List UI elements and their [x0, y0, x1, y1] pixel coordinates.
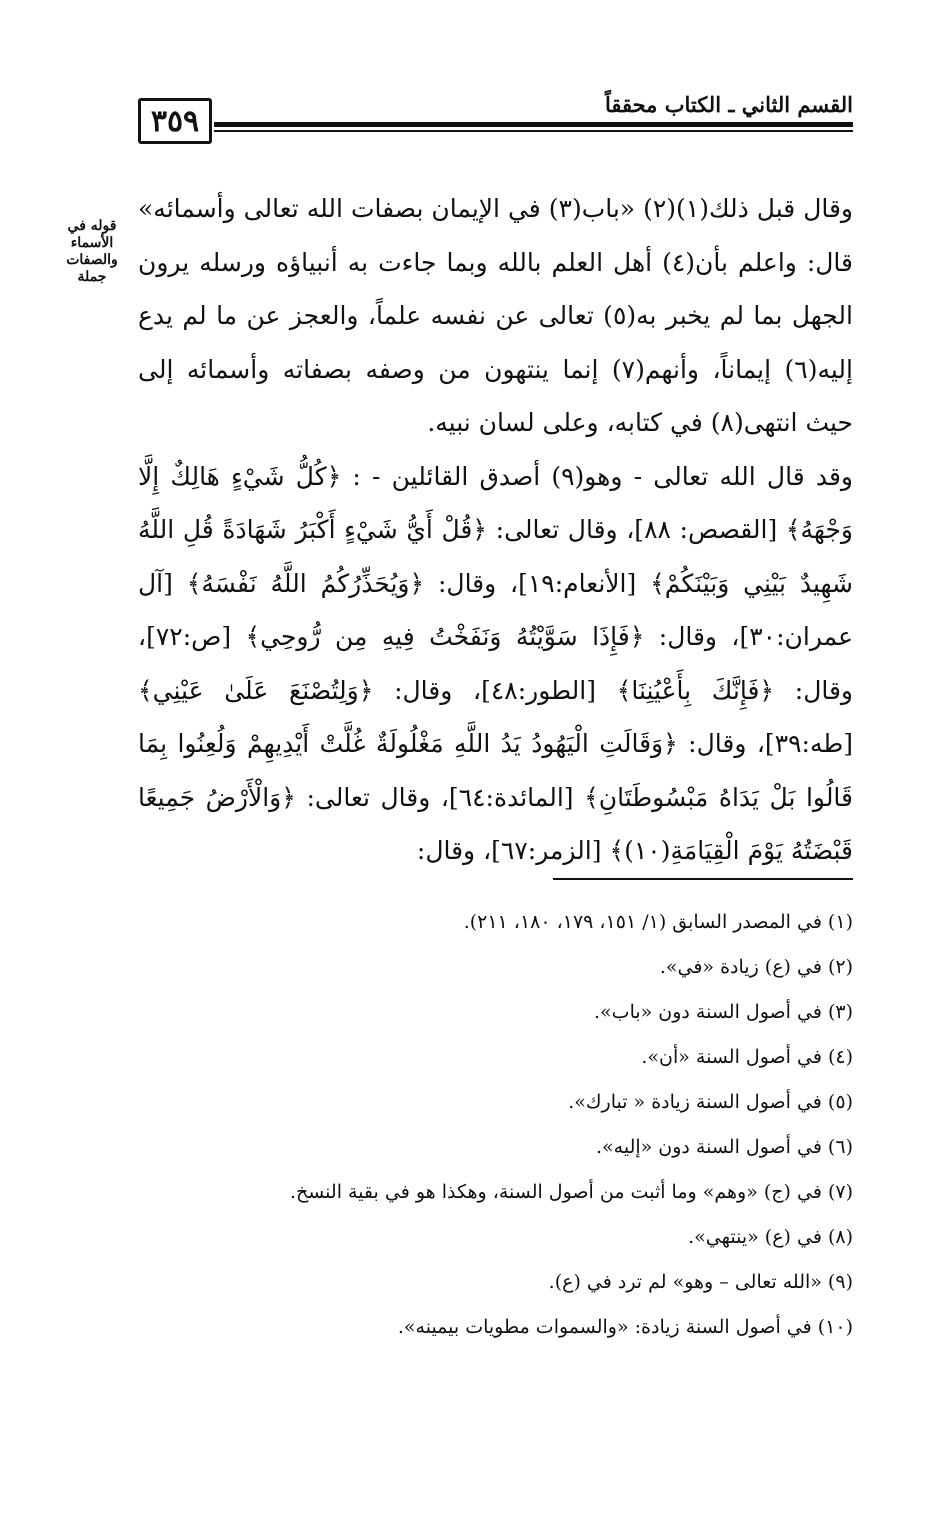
- header-rule-thick: [214, 122, 853, 127]
- footnote-separator: [553, 878, 853, 880]
- footnote-5: (٥) في أصول السنة زيادة « تبارك».: [568, 1091, 853, 1113]
- page-header: [138, 92, 853, 152]
- running-title: القسم الثاني ـ الكتاب محققاً: [604, 92, 853, 117]
- margin-note: قوله في الأسماء والصفات جملة: [66, 218, 118, 285]
- footnote-1: (١) في المصدر السابق (١/ ١٥١، ١٧٩، ١٨٠، ٢١١).: [463, 911, 853, 933]
- footnote-10: (١٠) في أصول السنة زيادة: «والسموات مطويات بيمينه».: [397, 1316, 853, 1338]
- footnote-4: (٤) في أصول السنة «أن».: [641, 1046, 853, 1068]
- footnote-9: (٩) «الله تعالى – وهو» لم ترد في (ع).: [548, 1271, 853, 1293]
- footnote-3: (٣) في أصول السنة دون «باب».: [594, 1001, 853, 1023]
- footnote-8: (٨) في (ع) «ينتهي».: [688, 1226, 853, 1248]
- main-text: [138, 182, 853, 878]
- footnote-7: (٧) في (ج) «وهم» وما أثبت من أصول السنة، وهكذا هو في بقية النسخ.: [289, 1181, 853, 1203]
- footnote-6: (٦) في أصول السنة دون «إليه».: [595, 1136, 853, 1158]
- paragraph-2: وقد قال الله تعالى - وهو(٩) أصدق القائلين - : ﴿كُلُّ شَيْءٍ هَالِكٌ إِلَّا وَجْهَهُ﴾ [القصص: ٨٨]، وقال تعالى: ﴿قُلْ أَيُّ شَيْءٍ أَكْبَرُ شَهَادَةً قُلِ اللَّهُ شَهِيدٌ بَيْنِي وَبَيْنَكُمْ﴾ [الأنعام:١٩]، وقال: ﴿وَيُحَذِّرُكُمُ اللَّهُ نَفْسَهُ﴾ [آل عمران:٣٠]، وقال: ﴿فَإِذَا سَوَّيْتُهُ وَنَفَخْتُ فِيهِ مِن رُّوحِي﴾ [ص:٧٢]، وقال: ﴿فَإِنَّكَ بِأَعْيُنِنَا﴾ [الطور:٤٨]، وقال: ﴿وَلِتُصْنَعَ عَلَىٰ عَيْنِي﴾ [طه:٣٩]، وقال: ﴿وَقَالَتِ الْيَهُودُ يَدُ اللَّهِ مَغْلُولَةٌ غُلَّتْ أَيْدِيهِمْ وَلُعِنُوا بِمَا قَالُوا بَلْ يَدَاهُ مَبْسُوطَتَانِ﴾ [المائدة:٦٤]، وقال تعالى: ﴿وَالْأَرْضُ جَمِيعًا قَبْضَتُهُ يَوْمَ الْقِيَامَةِ(١٠)﴾ [الزمر:٦٧]، وقال:: [138, 461, 854, 865]
- footnote-2: (٢) في (ع) زيادة «في».: [659, 956, 853, 978]
- footnotes: [138, 900, 853, 1350]
- paragraph-1: وقال قبل ذلك(١)(٢) «باب(٣) في الإيمان بصفات الله تعالى وأسمائه» قال: واعلم بأن(٤) أهل العلم بالله وبما جاءت به أنبياؤه ورسله يرون الجهل بما لم يخبر به(٥) تعالى عن نفسه علماً، والعجز عن ما لم يدع إليه(٦) إيماناً، وأنهم(٧) إنما ينتهون من وصفه بصفاته وأسمائه إلى حيث انتهى(٨) في كتابه، وعلى لسان نبيه.: [138, 194, 854, 437]
- page-number: ٣٥٩: [138, 98, 212, 144]
- header-rule-thin: [214, 130, 853, 132]
